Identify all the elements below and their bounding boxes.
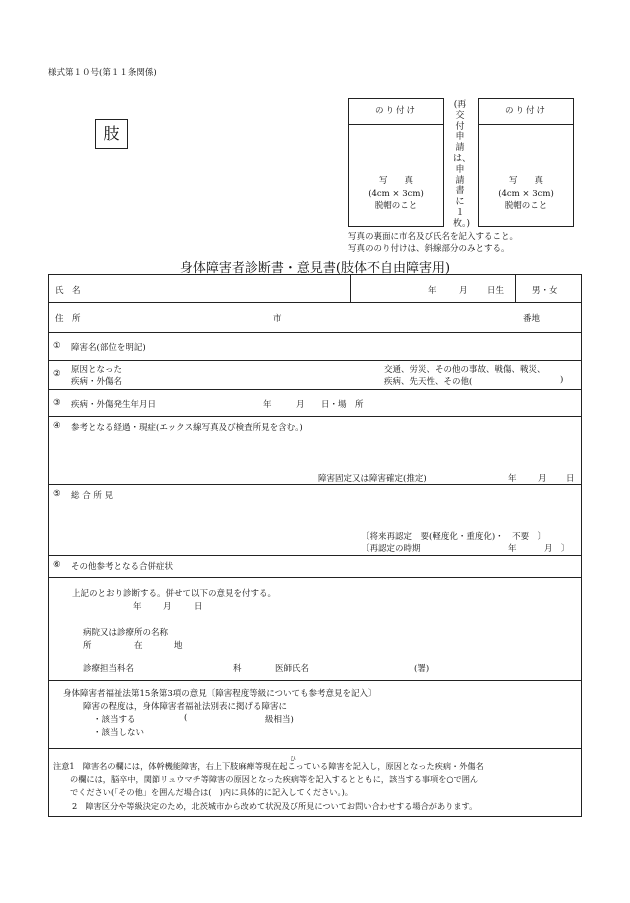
- onset-month-label: 月: [296, 400, 305, 410]
- row-divider: [48, 484, 582, 485]
- onset-day-place-label: 日・場 所: [321, 400, 364, 410]
- signature-label: (署): [414, 664, 430, 674]
- birth-year-label: 年: [428, 286, 437, 296]
- recert-month-label: 月 〕: [544, 544, 570, 554]
- row-divider: [48, 416, 582, 417]
- note-1-line: でください(「その他」を囲んだ場合は( )内に具体的に記入してください。)。: [70, 787, 353, 797]
- recert-year-label: 年: [508, 544, 517, 554]
- photo-caption-line: 脱帽のこと: [374, 201, 418, 211]
- row-divider: [48, 748, 582, 749]
- photo-box-right: [478, 98, 574, 227]
- department-label: 診療担当科名: [83, 664, 135, 674]
- row-divider: [48, 555, 582, 556]
- photo-note: 写真の裏面に市名及び氏名を記入すること。: [348, 232, 519, 242]
- address-block-label: 番地: [523, 314, 541, 324]
- cause-options: 交通、労災、その他の事故、戦傷、戦災、: [384, 365, 546, 375]
- overall-findings-label: 総 合 所 見: [71, 491, 114, 501]
- hospital-name-label: 病院又は診療所の名称: [83, 628, 169, 638]
- photo-glue-label: のり付け: [479, 99, 573, 125]
- fixed-year-label: 年: [508, 474, 517, 484]
- photo-caption-line: (4cm × 3cm): [368, 188, 424, 199]
- birth-day-label: 日生: [487, 286, 505, 296]
- row-number: ⑤: [53, 489, 61, 499]
- applicable-option: ・該当する: [93, 715, 136, 725]
- doctor-name-label: 医師氏名: [275, 664, 310, 674]
- name-label: 氏 名: [55, 286, 81, 296]
- row-divider: [48, 360, 582, 361]
- row-divider: [48, 332, 582, 333]
- photo-caption-line: 脱帽のこと: [504, 201, 548, 211]
- column-divider: [350, 274, 351, 302]
- fixed-date-label: 障害固定又は障害確定(推定): [318, 474, 427, 484]
- photo-caption: [479, 175, 573, 213]
- address-label: 住 所: [55, 314, 81, 324]
- cause-options: 疾病、先天性、その他(: [384, 377, 473, 387]
- column-divider: [515, 274, 516, 302]
- limb-mark: 肢: [95, 119, 128, 149]
- onset-date-label: 疾病・外傷発生年月日: [71, 400, 157, 410]
- recertification-need: 〔将来再認定 要(軽度化・重度化)・ 不要 〕: [361, 532, 547, 542]
- row-number: ④: [53, 421, 61, 431]
- row-number: ③: [53, 398, 61, 408]
- row-divider: [48, 577, 582, 578]
- photo-caption-line: 写 真: [508, 176, 543, 186]
- diagnosis-statement: 上記のとおり診断する。併せて以下の意見を付する。: [72, 589, 277, 599]
- row-divider: [48, 680, 582, 681]
- photo-caption: [349, 175, 443, 213]
- row-divider: [48, 302, 582, 303]
- recertification-timing: 〔再認定の時期: [361, 544, 421, 554]
- note-1-line: の欄には，脳卒中，関節リュウマチ等障害の原因となった疾病等を記入するとともに，該当する事項を○で囲ん: [70, 774, 479, 784]
- department-suffix: 科: [233, 664, 242, 674]
- diagnosis-day-label: 日: [194, 602, 203, 612]
- history-label: 参考となる経過・現症(エックス線写真及び検査所見を含む。): [71, 423, 303, 433]
- not-applicable-option: ・該当しない: [93, 728, 145, 738]
- row-number: ①: [53, 341, 61, 351]
- photo-caption-line: (4cm × 3cm): [498, 188, 554, 199]
- document-title: 身体障害者診断書・意見書(肢体不自由障害用): [179, 261, 451, 276]
- photo-box-left: [348, 98, 444, 227]
- photo-glue-label: のり付け: [349, 99, 443, 125]
- opinion-line: 障害の程度は，身体障害者福祉法別表に掲げる障害に: [83, 702, 288, 712]
- photo-caption-line: 写 真: [378, 176, 413, 186]
- cause-options-close: ): [560, 375, 564, 385]
- address-city-label: 市: [273, 314, 282, 324]
- location-label: 在: [134, 641, 143, 651]
- diagnosis-year-label: 年: [133, 602, 142, 612]
- disability-name-label: 障害名(部位を明記): [71, 343, 146, 353]
- diagnosis-month-label: 月: [163, 602, 172, 612]
- row-number: ②: [53, 369, 61, 379]
- grade-open: (: [184, 713, 188, 723]
- fixed-month-label: 月: [538, 474, 547, 484]
- cause-label: 疾病・外傷名: [71, 377, 123, 387]
- sex-options: 男・女: [532, 286, 558, 296]
- location-label: 地: [174, 641, 183, 651]
- ruby-annotation: ひ: [290, 756, 297, 763]
- note-2: 2 障害区分や等級決定のため，北茨城市から改めて状況及び所見についてお問い合わせする場合があります。: [72, 801, 478, 811]
- location-label: 所: [83, 641, 92, 651]
- reapply-note: (再交付申請は、申請書に１枚。): [453, 100, 472, 229]
- birth-month-label: 月: [459, 286, 468, 296]
- note-1-line: 注意1 障害名の欄には，体幹機能障害，右上下肢麻痺等現在起こっている障害を記入し，原因となった疾病・外傷名: [53, 761, 484, 771]
- cause-label: 原因となった: [71, 365, 123, 375]
- grade-label: 級相当): [265, 715, 294, 725]
- complications-label: その他参考となる合併症状: [71, 562, 174, 572]
- onset-year-label: 年: [263, 400, 272, 410]
- opinion-title: 身体障害者福祉法第15条第3項の意見〔障害程度等級についても参考意見を記入〕: [63, 689, 377, 699]
- form-number: 様式第１０号(第１１条関係): [48, 68, 157, 78]
- row-number: ⑥: [53, 560, 61, 570]
- photo-note: 写真ののり付けは、斜線部分のみとする。: [348, 244, 510, 254]
- fixed-day-label: 日: [566, 474, 575, 484]
- row-divider: [48, 389, 582, 390]
